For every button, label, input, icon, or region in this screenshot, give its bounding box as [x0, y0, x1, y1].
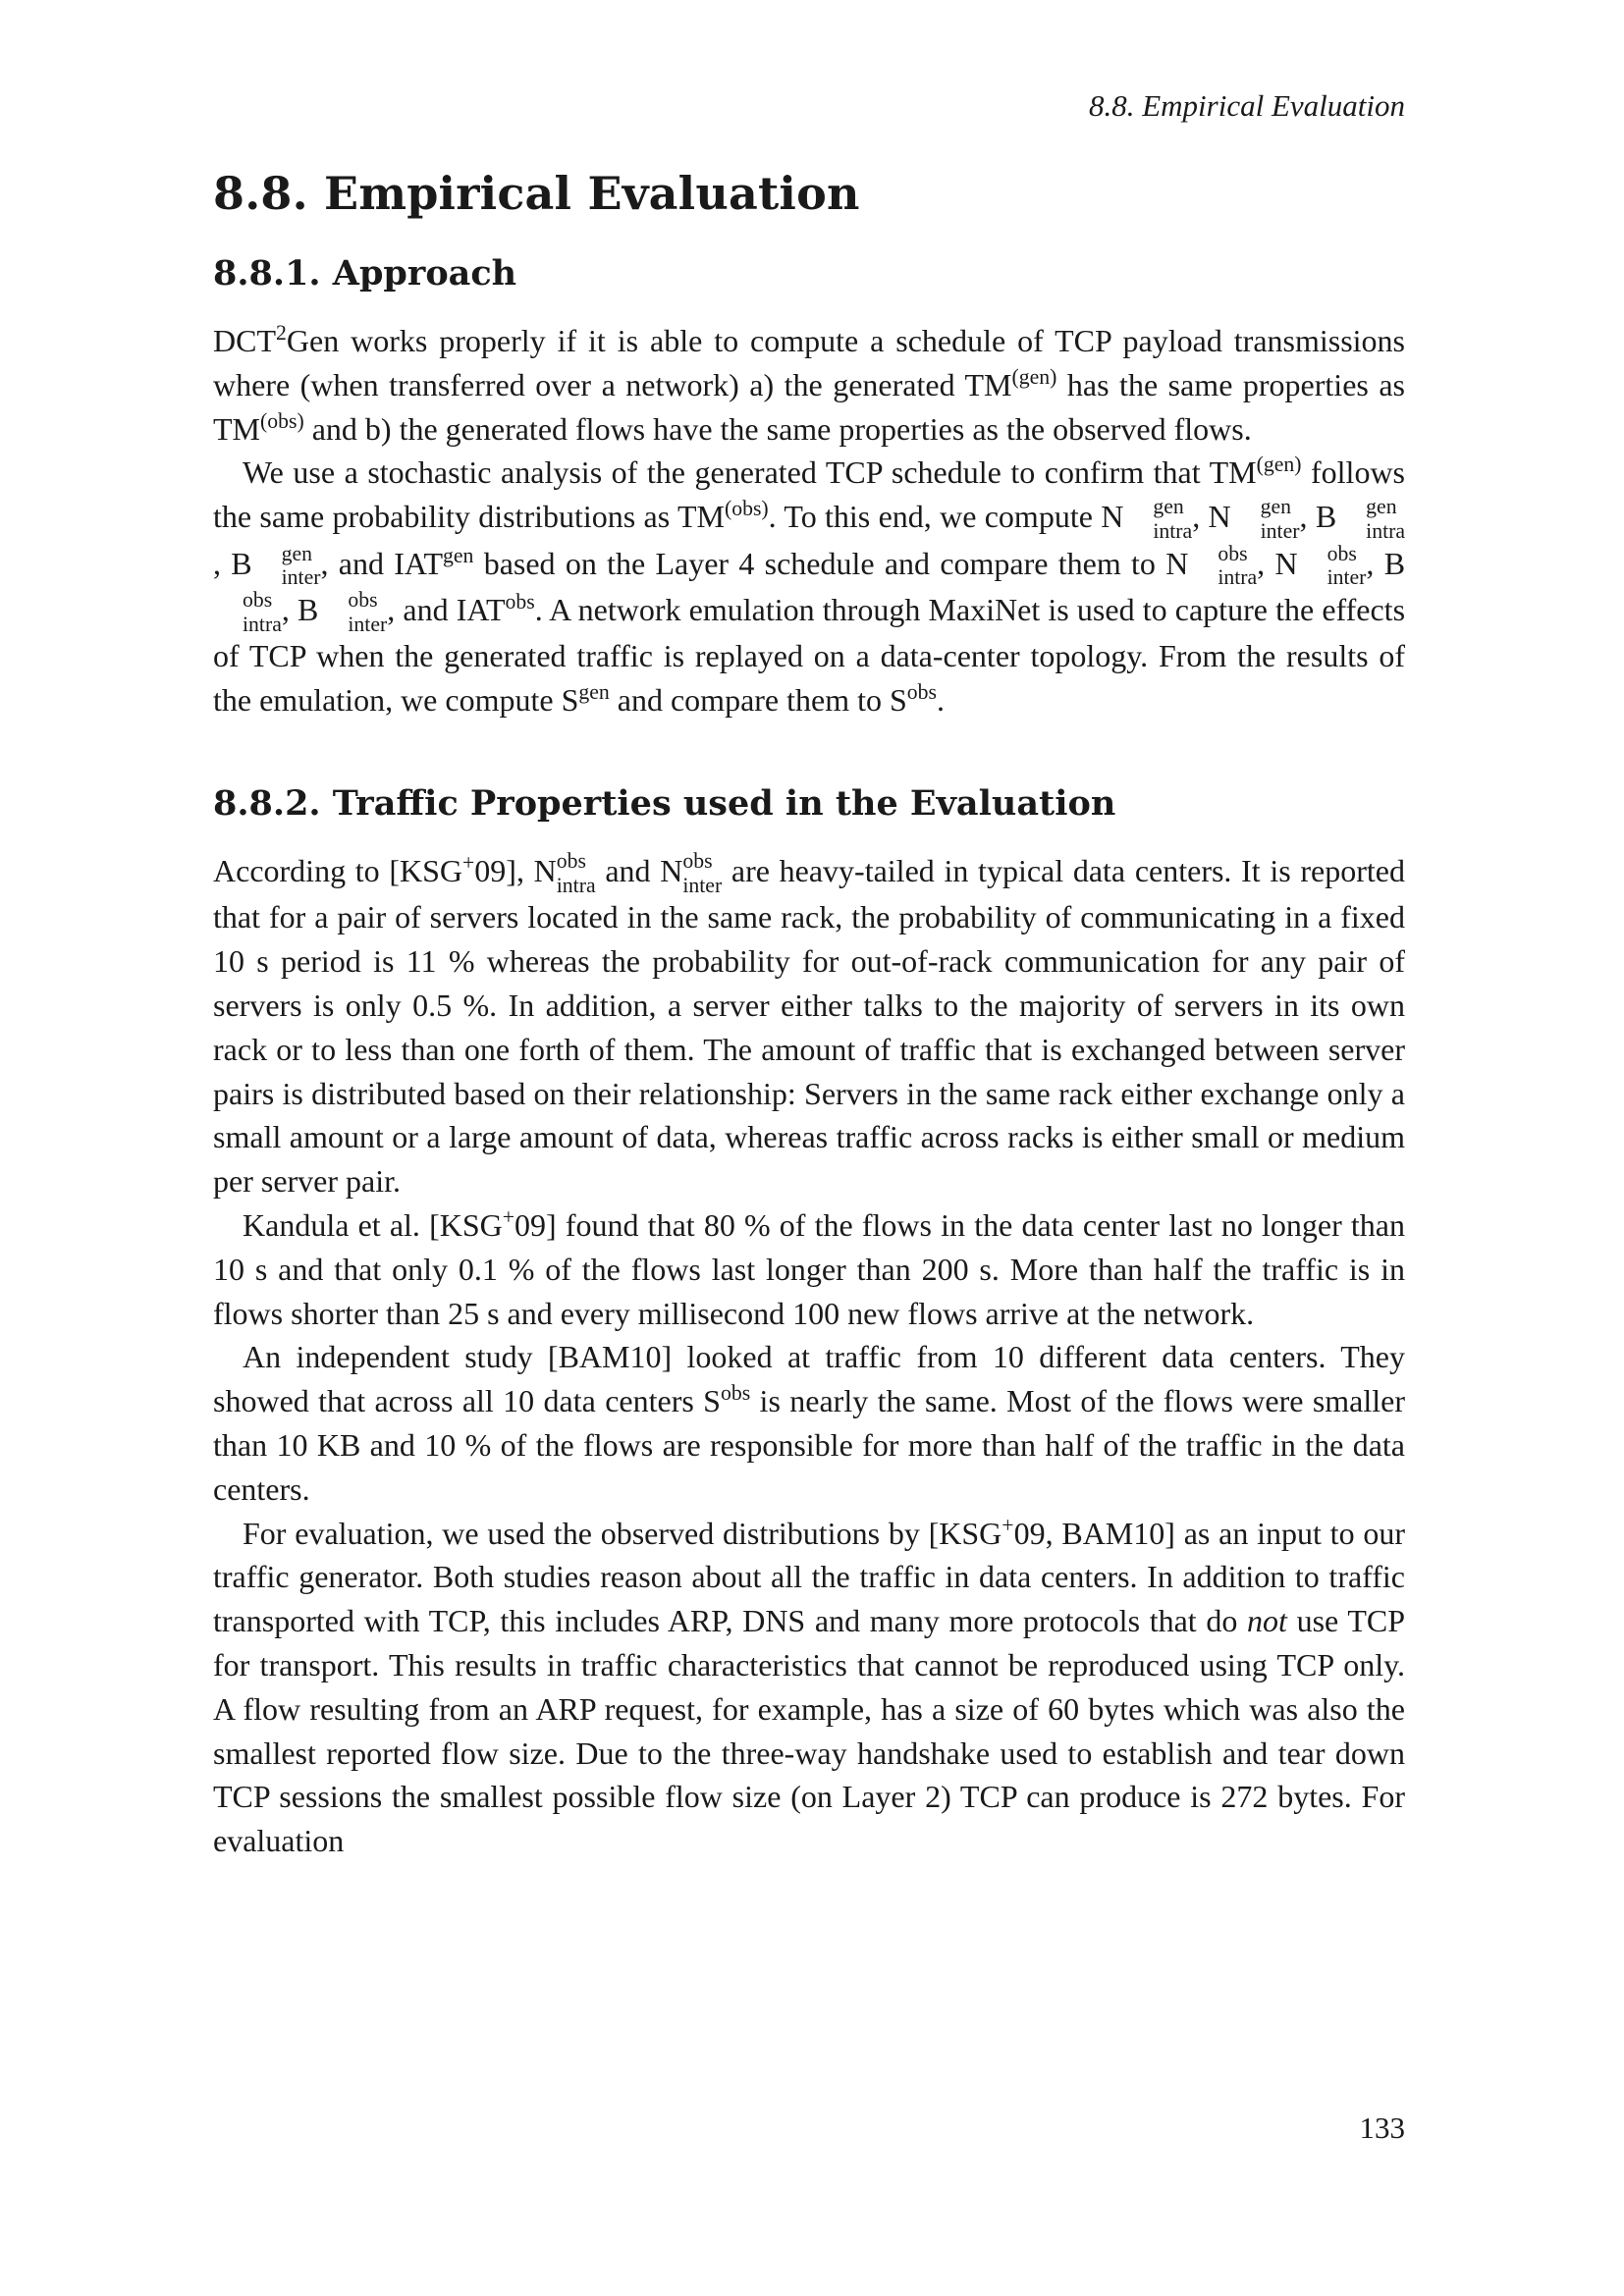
paragraph-5: An independent study [BAM10] looked at traffic from 10 different data centers. They showed that across all 10 data centers $S^{obs}$ is nearly the same. Most of the flows were smaller than 10 KB and 10 % of the flows are responsible for more than half of the traffic in the data centers.	[213, 1339, 1406, 1507]
subsection-title-traffic-properties: 8.8.2. Traffic Properties used in the Evaluation	[213, 783, 1116, 825]
paragraph-2: We use a stochastic analysis of the generated TCP schedule to confirm that $TM^{(gen)}$ follows the same probability distributions as $TM^{(obs)}$. To this end, we compute N gen intra , N gen inter , B gen intra , B gen inter , and $IAT^{gen}$ based on the Layer 4 schedule and compare them to N obs intra , N obs inter , B obs intra , B obs inter , and $IAT^{obs}$. A network emulation through MaxiNet is used to capture the effects of TCP when the generated traffic is replayed on a data-center topology. From the results of the emulation, we compute $S^{gen}$ and compare them to $S^{obs}$.	[213, 453, 1406, 719]
subsection-title-approach: 8.8.1. Approach	[213, 253, 517, 294]
page-body	[213, 157, 1405, 1863]
paragraph-6: For evaluation, we used the observed distributions by [KSG+09, BAM10] as an input to our traffic generator. Both studies reason about all the traffic in data centers. In addition to traffic transported with TCP, this includes ARP, DNS and many more protocols that do not use TCP for transport. This results in traffic characteristics that cannot be reproduced using TCP only. A flow resulting from an ARP request, for example, has a size of 60 bytes which was also the smallest reported flow size. Due to the three-way handshake used to establish and tear down TCP sessions the smallest possible flow size (on Layer 2) TCP can produce is 272 bytes. For evaluation	[213, 1513, 1406, 1859]
section-title: 8.8. Empirical Evaluation	[213, 167, 860, 220]
running-header: 8.8. Empirical Evaluation	[1088, 88, 1405, 123]
paragraph-4: Kandula et al. [KSG+09] found that 80 % of the flows in the data center last no longer than 10 s and that only 0.1 % of the flows last longer than 200 s. More than half the traffic is in flows shorter than 25 s and every millisecond 100 new flows arrive at the network.	[213, 1205, 1406, 1331]
paragraph-3: According to [KSG+09], N obs intra and N obs inter are heavy-tailed in typical data centers. It is reported that for a pair of servers located in the same rack, the probability of communicating in a fixed 10 s period is 11 % whereas the probability for out-of-rack communication for any pair of servers is only 0.5 %. In addition, a server either talks to the majority of servers in its own rack or to less than one forth of them. The amount of traffic that is exchanged between server pairs is distributed based on their relationship: Servers in the same rack either exchange only a small amount or a large amount of data, whereas traffic across racks is either small or medium per server pair.	[213, 848, 1406, 1200]
page-number: 133	[1359, 2110, 1405, 2145]
paragraph-1: DCT$^2$Gen works properly if it is able to compute a schedule of TCP payload transmissions where (when transferred over a network) a) the generated $TM^{(gen)}$ has the same properties as $TM^{(obs)}$ and b) the generated flows have the same properties as the observed flows.	[213, 321, 1406, 447]
